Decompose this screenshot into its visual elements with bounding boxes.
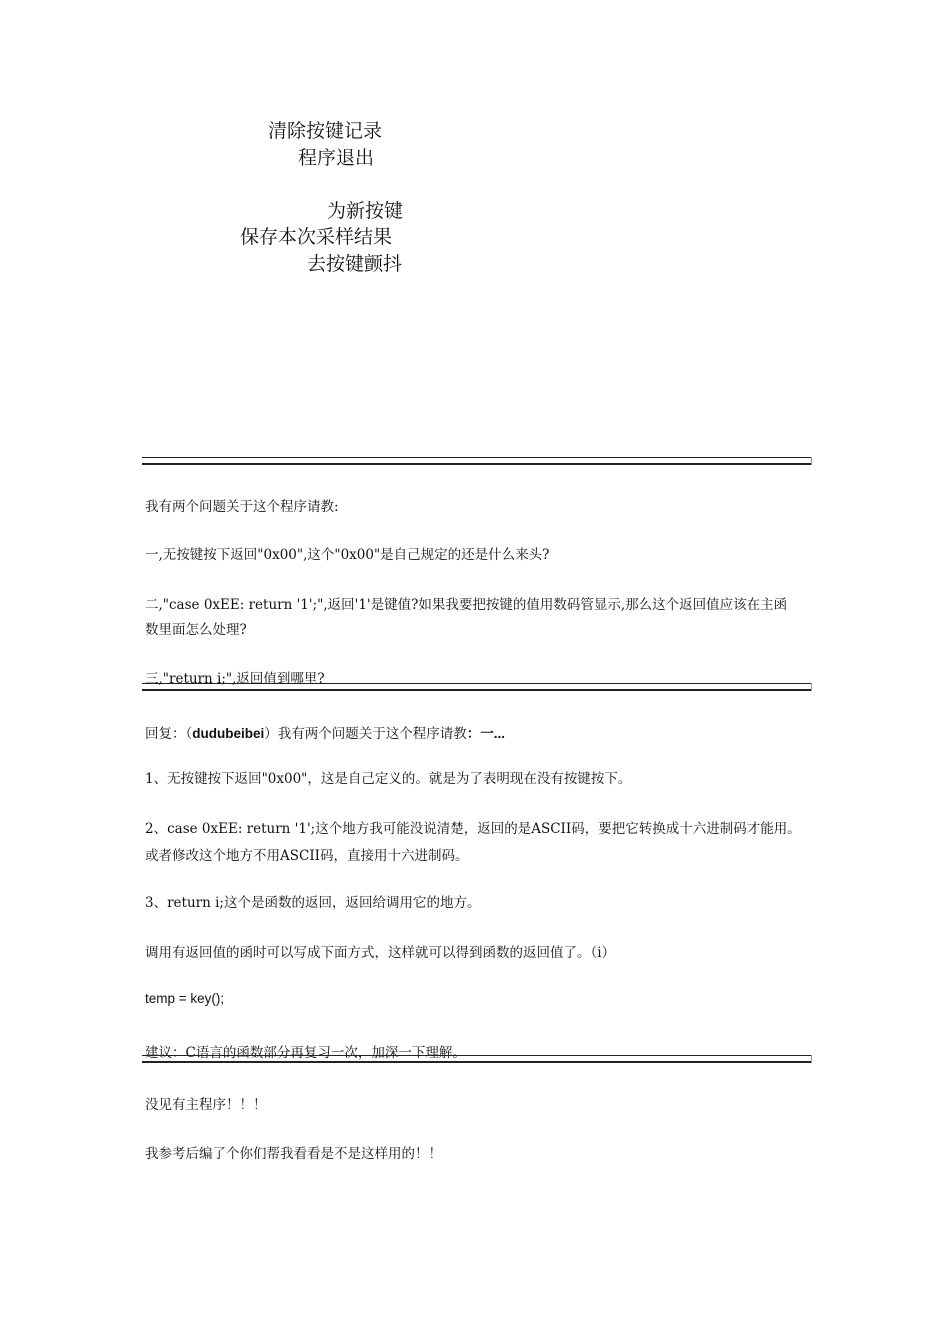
reply-answer-1: 1、无按键按下返回"0x00"，这是自己定义的。就是为了表明现在没有按键按下。: [145, 771, 632, 787]
reply-usage-note: 调用有返回值的函时可以写成下面方式，这样就可以得到函数的返回值了。（i）: [145, 945, 616, 961]
reply-code-line: temp = key();: [145, 991, 225, 1006]
comment-save-sample: 保存本次采样结果: [240, 226, 393, 248]
post1-question-1: 一,无按键按下返回"0x00",这个"0x00"是自己规定的还是什么来头?: [145, 547, 550, 563]
reply-header: [145, 722, 505, 742]
comment-debounce: 去按键颤抖: [307, 253, 403, 275]
post3-line-2: 我参考后编了个你们帮我看看是不是这样用的！！: [145, 1146, 442, 1162]
divider-3: [142, 1055, 811, 1063]
reply-subject-tail: ：一...: [466, 726, 506, 741]
divider-2: [142, 683, 811, 691]
reply-subject: ）我有两个问题关于这个程序请教: [264, 726, 467, 742]
reply-answer-2-line1: 2、case 0xEE: return '1';这个地方我可能没说清楚，返回的是ASCII码，要把它转换成十六进制码才能用。: [145, 821, 801, 837]
reply-advice: 建议：C语言的函数部分再复习一次，加深一下理解。: [145, 1045, 466, 1061]
post1-question-2-line2: 数里面怎么处理?: [145, 622, 247, 638]
reply-prefix: 回复：（: [145, 726, 193, 742]
reply-answer-3: 3、return i;这个是函数的返回，返回给调用它的地方。: [145, 895, 481, 911]
reply-answer-2-line2: 或者修改这个地方不用ASCII码，直接用十六进制码。: [145, 848, 469, 864]
post1-question-2-line1: 二,"case 0xEE: return '1';",返回'1'是键值?如果我要把按键的值用数码管显示,那么这个返回值应该在主函: [145, 597, 788, 613]
comment-new-key: 为新按键: [327, 200, 404, 222]
post3-line-1: 没见有主程序！！！: [145, 1097, 267, 1113]
reply-author: dudubeibei: [192, 726, 265, 741]
divider-1: [142, 457, 811, 465]
comment-clear-key-record: 清除按键记录: [268, 120, 383, 142]
post1-intro: 我有两个问题关于这个程序请教:: [145, 499, 339, 515]
post1-question-3: 三,"return i;",返回值到哪里?: [145, 671, 325, 687]
comment-program-exit: 程序退出: [298, 147, 375, 169]
